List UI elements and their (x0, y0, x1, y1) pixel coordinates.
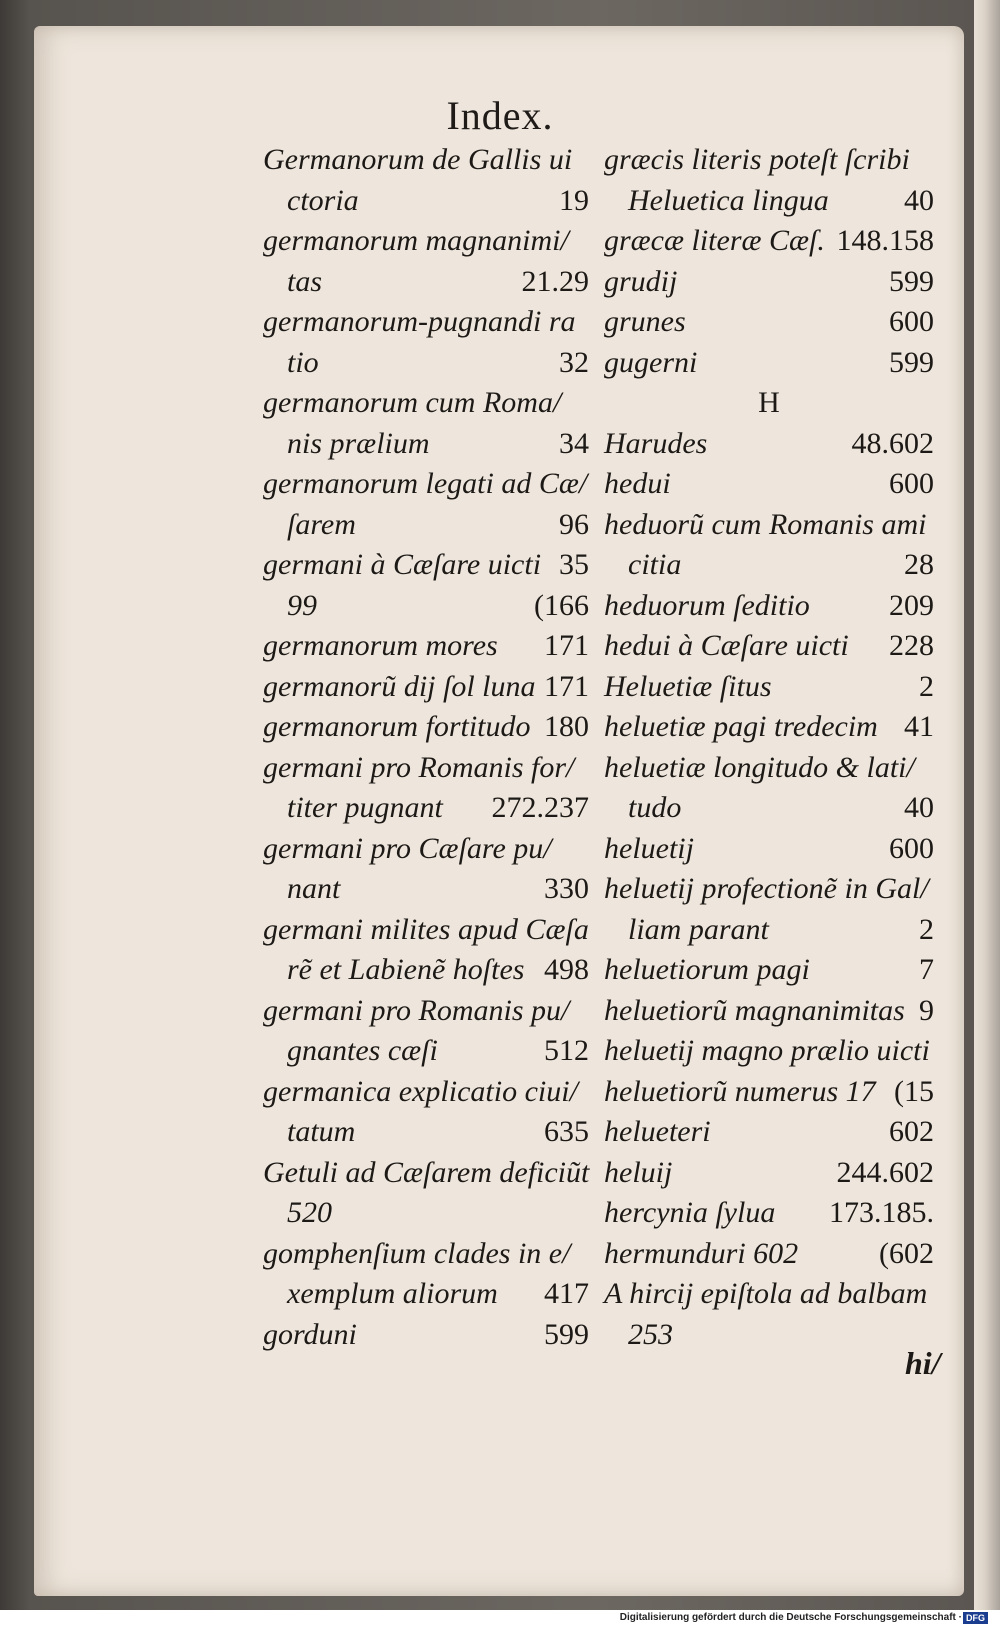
entry-page-number: 48.602 (851, 426, 934, 460)
index-entry (604, 221, 934, 262)
entry-text: germani milites apud Cæſa (263, 912, 589, 946)
entry-page-number: 228 (889, 629, 934, 662)
index-entry (263, 586, 589, 627)
entry-page-number: 34 (559, 426, 589, 460)
entry-page-number: 32 (559, 345, 589, 379)
entry-text: 253 (628, 1317, 673, 1351)
entry-text: heluetij magno prælio uicti (604, 1034, 930, 1067)
entry-text: 520 (287, 1196, 332, 1229)
index-entry (263, 221, 589, 262)
entry-text: tudo (628, 791, 682, 824)
index-entry (604, 869, 934, 910)
entry-page-number: (602 (879, 1236, 934, 1270)
entry-text: tatum (287, 1115, 356, 1148)
entry-text: germanorum-pugnandi ra (263, 305, 576, 338)
index-entry (263, 343, 589, 384)
index-entry (263, 1112, 589, 1153)
index-entry (263, 829, 589, 870)
index-entry (604, 707, 934, 748)
index-entry (263, 1072, 589, 1113)
index-entry (263, 464, 589, 505)
entry-text: heluetiorũ numerus 17 (604, 1074, 876, 1108)
entry-text: germanorum magnanimi/ (263, 224, 569, 257)
index-entry (263, 505, 589, 546)
index-entry (604, 991, 934, 1032)
entry-text: germanorum fortitudo (263, 710, 531, 743)
entry-page-number: 330 (544, 872, 589, 905)
entry-page-number: 635 (544, 1115, 589, 1148)
entry-text: gorduni (263, 1317, 357, 1351)
entry-text: rẽ et Labienẽ hoſtes (287, 953, 525, 986)
index-entry (604, 1072, 934, 1113)
entry-text: grunes (604, 305, 686, 338)
entry-text: græcis literis poteſt ſcribi (604, 143, 910, 176)
entry-text: hermunduri 602 (604, 1236, 799, 1270)
entry-text: A hircij epiſtola ad balbam (604, 1277, 928, 1310)
index-entry (604, 1031, 934, 1072)
index-entry (263, 383, 589, 424)
index-entry (604, 424, 934, 465)
index-entry (263, 181, 589, 222)
footer-credit: Digitalisierung gefördert durch die Deutsche Forschungsgemeinschaft · (619, 1612, 962, 1623)
entry-text: germanorum mores (263, 629, 498, 662)
entry-page-number: 40 (904, 791, 934, 824)
index-entry (263, 424, 589, 465)
entry-text: nant (287, 872, 341, 905)
entry-text: heluetiæ longitudo & lati/ (604, 750, 915, 784)
index-entry (263, 667, 589, 708)
page-edge (974, 0, 1000, 1610)
index-entry (263, 788, 589, 829)
index-entry (604, 181, 934, 222)
entry-page-number: 600 (889, 305, 934, 338)
entry-page-number: 171 (544, 669, 589, 703)
entry-text: germanorum cum Roma/ (263, 386, 562, 419)
index-entry (604, 505, 934, 546)
entry-page-number: 96 (559, 507, 589, 541)
entry-page-number: 7 (919, 953, 934, 986)
entry-text: heluetiorum pagi (604, 953, 810, 986)
entry-page-number: 41 (904, 710, 934, 743)
index-entry (604, 343, 934, 384)
entry-text: citia (628, 548, 682, 581)
entry-text: H (758, 386, 780, 419)
entry-page-number: 28 (904, 548, 934, 581)
entry-page-number: 599 (544, 1317, 589, 1351)
entry-text: 99 (287, 588, 317, 622)
entry-page-number: 600 (889, 467, 934, 500)
entry-text: grudij (604, 264, 678, 298)
index-column-right (604, 140, 934, 1355)
entry-text: heluij (604, 1155, 673, 1189)
entry-page-number: 2 (919, 669, 934, 703)
entry-page-number: 35 (559, 548, 589, 581)
index-entry (263, 545, 589, 586)
entry-page-number: 171 (544, 629, 589, 662)
index-entry (604, 1112, 934, 1153)
entry-page-number: 602 (889, 1115, 934, 1148)
index-entry (263, 748, 589, 789)
entry-text: ctoria (287, 183, 359, 217)
entry-text: gomphenſium clades in e/ (263, 1236, 571, 1270)
entry-page-number: 512 (544, 1034, 589, 1067)
page-title: Index. (446, 93, 554, 138)
index-entry (263, 869, 589, 910)
entry-text: tio (287, 345, 319, 379)
entry-page-number: 9 (919, 993, 934, 1027)
entry-text: hercynia ſylua (604, 1196, 776, 1229)
entry-page-number: 417 (544, 1277, 589, 1310)
entry-page-number: 244.602 (836, 1155, 934, 1189)
index-entry (263, 626, 589, 667)
entry-text: nis prælium (287, 426, 430, 460)
index-entry (263, 707, 589, 748)
entry-page-number: 209 (889, 588, 934, 622)
entry-page-number: 272.237 (491, 791, 589, 824)
entry-text: germanica explicatio ciui/ (263, 1074, 578, 1108)
entry-page-number: (166 (534, 588, 589, 622)
entry-text: germani pro Romanis pu/ (263, 993, 570, 1027)
entry-text: ſarem (287, 507, 356, 541)
index-entry (604, 302, 934, 343)
entry-text: Heluetiæ ſitus (604, 669, 772, 703)
index-entry (604, 1315, 934, 1356)
entry-text: Harudes (604, 426, 708, 460)
entry-text: Germanorum de Gallis ui (263, 143, 573, 176)
entry-text: germani pro Cæſare pu/ (263, 831, 552, 865)
entry-text: heluetiorũ magnanimitas (604, 993, 905, 1027)
entry-text: tas (287, 264, 323, 298)
index-entry (604, 545, 934, 586)
entry-text: xemplum aliorum (287, 1277, 498, 1310)
entry-text: germani à Cæſare uicti (263, 548, 542, 581)
entry-text: gnantes cæſi (287, 1034, 438, 1067)
index-entry (263, 950, 589, 991)
entry-text: heluetij (604, 831, 694, 865)
entry-page-number: 19 (559, 183, 589, 217)
entry-page-number: 21.29 (521, 264, 589, 298)
entry-text: hedui (604, 467, 671, 500)
index-entry (604, 910, 934, 951)
index-entry (263, 1274, 589, 1315)
entry-page-number: (15 (894, 1074, 934, 1108)
entry-text: germanorũ dij ſol luna (263, 669, 536, 703)
entry-page-number: 180 (544, 710, 589, 743)
entry-text: Getuli ad Cæſarem deficiũt (263, 1155, 590, 1189)
entry-page-number: 40 (904, 183, 934, 217)
index-entry (263, 1234, 589, 1275)
footer-bar (0, 1610, 1000, 1627)
catchword: hi/ (905, 1345, 941, 1381)
index-entry (604, 829, 934, 870)
index-entry (263, 1315, 589, 1356)
index-entry (263, 910, 589, 951)
entry-page-number: 173.185. (829, 1196, 934, 1229)
index-entry (263, 1153, 589, 1194)
index-entry (604, 950, 934, 991)
index-entry (604, 667, 934, 708)
entry-page-number: 599 (889, 345, 934, 379)
entry-page-number: 600 (889, 831, 934, 865)
index-entry (263, 140, 589, 181)
index-column-left (263, 140, 589, 1355)
index-entry (263, 262, 589, 303)
index-entry (263, 302, 589, 343)
entry-text: heduorũ cum Romanis ami (604, 507, 927, 541)
entry-text: heluetij profectionẽ in Gal/ (604, 872, 929, 905)
entry-text: gugerni (604, 345, 698, 379)
index-entry (263, 991, 589, 1032)
index-entry (604, 262, 934, 303)
index-entry (604, 464, 934, 505)
index-entry (604, 140, 934, 181)
entry-page-number: 148.158 (836, 224, 934, 257)
entry-page-number: 599 (889, 264, 934, 298)
index-entry (604, 586, 934, 627)
entry-text: germanorum legati ad Cæ/ (263, 467, 588, 500)
entry-page-number: 2 (919, 912, 934, 946)
index-entry (604, 1153, 934, 1194)
entry-text: germani pro Romanis for/ (263, 750, 575, 784)
index-entry (604, 626, 934, 667)
entry-text: græcæ literæ Cæſ. (604, 224, 825, 257)
index-entry (604, 1193, 934, 1234)
index-entry (263, 1031, 589, 1072)
entry-text: liam parant (628, 912, 769, 946)
index-entry (263, 1193, 589, 1234)
entry-text: helueteri (604, 1115, 711, 1148)
index-entry (604, 748, 934, 789)
entry-text: heluetiæ pagi tredecim (604, 710, 878, 743)
index-entry (604, 383, 934, 424)
index-entry (604, 788, 934, 829)
entry-text: titer pugnant (287, 791, 443, 824)
index-entry (604, 1274, 934, 1315)
entry-page-number: 498 (544, 953, 589, 986)
index-entry (604, 1234, 934, 1275)
entry-text: Heluetica lingua (628, 183, 829, 217)
dfg-logo: DFG (963, 1612, 988, 1624)
entry-text: heduorum ſeditio (604, 588, 810, 622)
entry-text: hedui à Cæſare uicti (604, 629, 849, 662)
